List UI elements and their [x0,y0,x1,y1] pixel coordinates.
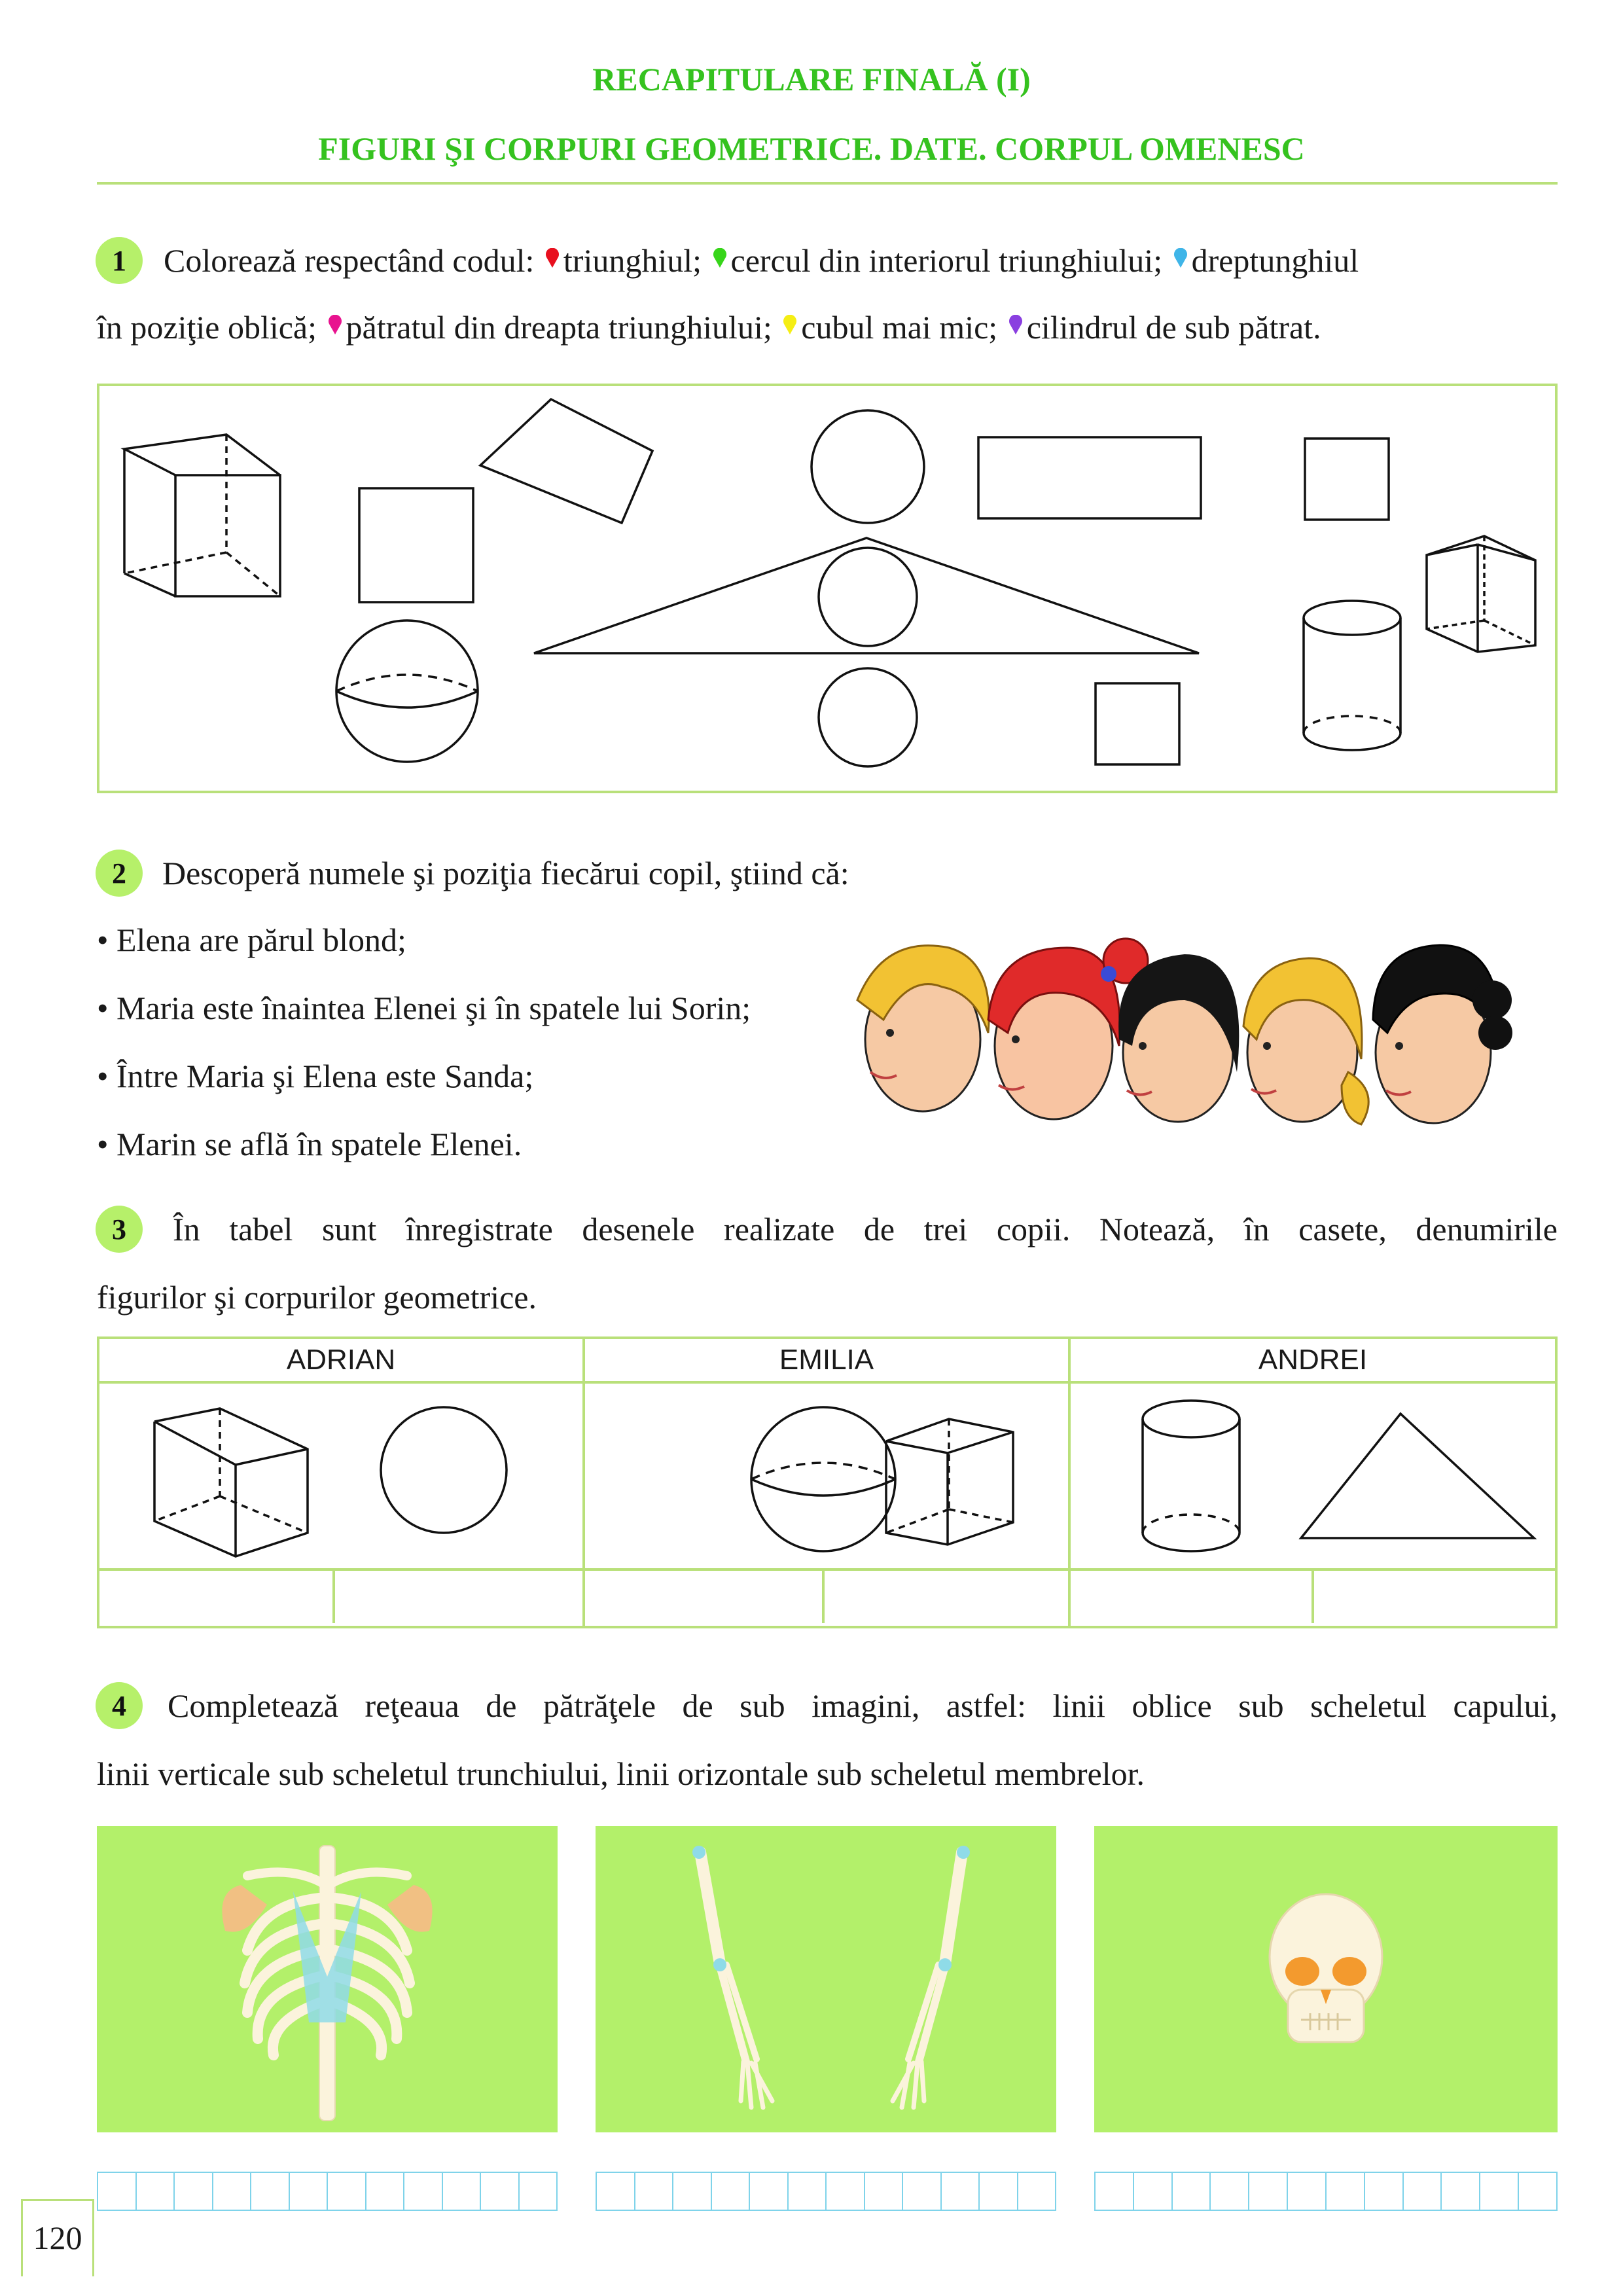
exercise-2-bullet-1: • Elena are părul blond; [97,922,406,958]
exercise-2-bullet-3: • Între Maria şi Elena este Sanda; [97,1058,534,1094]
exercise-4-number: 4 [96,1682,143,1729]
answer-box-adrian-1[interactable] [99,1571,332,1626]
exercise-4-line2: linii verticale sub scheletul trunchiului, linii orizontale sub scheletul membrelor. [97,1755,1145,1792]
answer-grid-limbs[interactable] [596,2172,1056,2211]
answer-box-andrei-1[interactable] [1071,1571,1311,1626]
circle-bottom[interactable] [819,668,917,766]
skull-icon [1094,1826,1558,2132]
arm-bones-icon [596,1826,1056,2132]
child-blond-boy [857,946,989,1111]
table-circle [381,1407,507,1533]
exercise-1-number: 1 [96,237,143,284]
answer-box-andrei-2[interactable] [1314,1571,1555,1626]
page-number: 120 [21,2199,94,2276]
code-square: pătratul din dreapta triunghiului; [346,309,772,346]
exercise-1-line1 [164,228,1359,293]
answer-box-emilia-1[interactable] [585,1571,822,1626]
exercise-1-line2 [97,295,1321,360]
blue-pin-icon [1173,248,1188,268]
exercise-2-bullet-2: • Maria este înaintea Elenei şi în spatele lui Sorin; [97,990,751,1026]
answer-box-emilia-2[interactable] [825,1571,1068,1626]
answer-box-adrian-2[interactable] [335,1571,582,1626]
child-dark-hair [1118,954,1239,1122]
code-rectangle-cont: în poziţie oblică; [97,309,317,346]
table-sphere [751,1407,895,1551]
sphere[interactable] [336,620,478,762]
shapes-drawing [97,384,1558,793]
circle-top[interactable] [812,410,924,523]
code-cylinder: cilindrul de sub pătrat. [1026,309,1321,346]
code-rectangle: dreptunghiul [1191,242,1359,279]
exercise-2-prompt: Descoperă numele şi poziţia fiecărui copil, ştiind că: [162,855,849,891]
square-left[interactable] [359,488,473,602]
exercise-3-line1: În tabel sunt înregistrate desenele realizate de trei copii. Notează, în casete, denumirile [173,1211,1558,1247]
square-bottom[interactable] [1096,683,1179,764]
yellow-pin-icon [783,315,797,334]
panel-limbs-skeleton [596,1826,1056,2132]
cuboid [149,1408,308,1556]
child-blond-girl [1243,958,1368,1124]
header-divider [97,182,1558,185]
exercise-2-bullet-4: • Marin se află în spatele Elenei. [97,1126,522,1162]
table-header-andrei [1068,1336,1558,1384]
table-shapes [97,1381,1558,1571]
child-curly-hair [1373,945,1512,1123]
panel-trunk-skeleton [97,1826,558,2132]
oblique-rectangle[interactable] [480,399,652,523]
exercise-2-number: 2 [96,850,143,897]
ribcage-icon [97,1826,558,2132]
small-cube[interactable] [1424,536,1535,652]
square-top-right[interactable] [1305,439,1389,520]
code-circle: cercul din interiorul triunghiului; [730,242,1163,279]
table-header-adrian [97,1336,585,1384]
table-cylinder [1143,1401,1240,1551]
answer-grid-head[interactable] [1094,2172,1558,2211]
code-triangle: triunghiul; [563,242,702,279]
exercise-1-intro: Colorează respectând codul: [164,242,535,279]
circle-inside-triangle[interactable] [819,548,917,646]
table-header-emilia [582,1336,1071,1384]
red-pin-icon [545,248,560,268]
answer-grid-trunk[interactable] [97,2172,558,2211]
exercise-3-line2: figurilor şi corpurilor geometrice. [97,1279,537,1316]
column-label-adrian: ADRIAN [286,1344,396,1376]
triangle[interactable] [534,538,1199,653]
table-triangle [1301,1414,1534,1538]
purple-pin-icon [1008,315,1023,334]
column-label-emilia: EMILIA [779,1344,874,1376]
panel-head-skeleton [1094,1826,1558,2132]
cylinder[interactable] [1304,601,1400,750]
children-illustration [844,922,1558,1131]
horizontal-rectangle[interactable] [978,437,1201,518]
large-cube[interactable] [124,435,280,596]
table-cube [886,1419,1013,1545]
column-label-andrei: ANDREI [1258,1344,1368,1376]
code-cube: cubul mai mic; [801,309,998,346]
page-subtitle: FIGURI ŞI CORPURI GEOMETRICE. DATE. CORPUL OMENESC [318,130,1305,167]
exercise-4-line1: Completează reţeaua de pătrăţele de sub imagini, astfel: linii oblice sub scheletul capului, [168,1687,1558,1724]
page-title: RECAPITULARE FINALĂ (I) [592,61,1031,98]
green-pin-icon [713,248,727,268]
pink-pin-icon [328,315,342,334]
exercise-3-number: 3 [96,1206,143,1253]
